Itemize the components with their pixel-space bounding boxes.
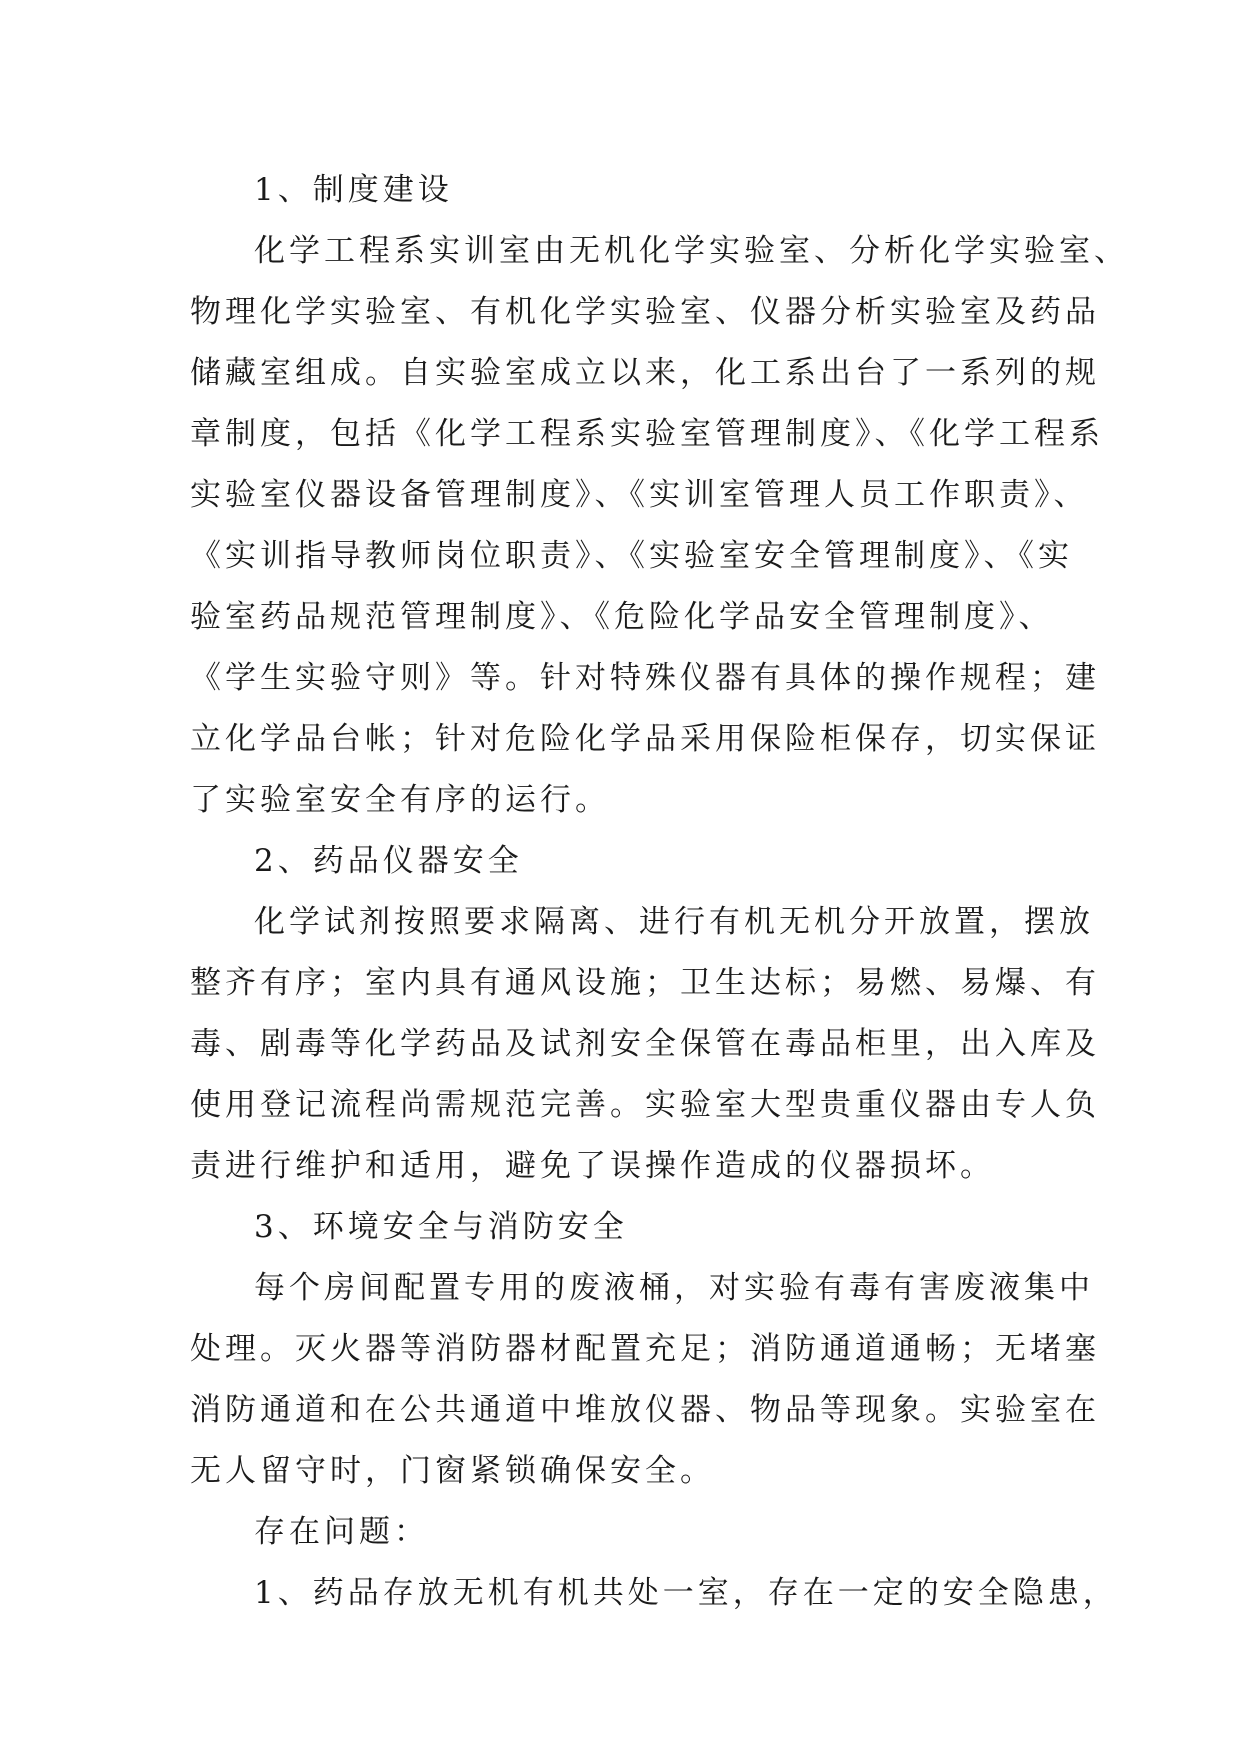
section-heading-system-construction: 1、制度建设 bbox=[254, 172, 453, 208]
paragraph-line: 无人留守时，门窗紧锁确保安全。 bbox=[190, 1453, 715, 1489]
paragraph-line: 责进行维护和适用，避免了误操作造成的仪器损坏。 bbox=[190, 1148, 995, 1184]
paragraph-line: 化学试剂按照要求隔离、进行有机无机分开放置，摆放 bbox=[254, 904, 1094, 940]
paragraph-line: 化学工程系实训室由无机化学实验室、分析化学实验室、 bbox=[254, 233, 1129, 269]
section-heading-existing-problems: 存在问题： bbox=[254, 1514, 429, 1550]
paragraph-line: 1、药品存放无机有机共处一室，存在一定的安全隐患， bbox=[254, 1575, 1118, 1611]
paragraph-line: 毒、剧毒等化学药品及试剂安全保管在毒品柜里，出入库及 bbox=[190, 1026, 1100, 1062]
paragraph-line: 每个房间配置专用的废液桶，对实验有毒有害废液集中 bbox=[254, 1270, 1094, 1306]
paragraph-line: 消防通道和在公共通道中堆放仪器、物品等现象。实验室在 bbox=[190, 1392, 1100, 1428]
document-body bbox=[190, 160, 1129, 1624]
section-heading-chemical-instrument-safety: 2、药品仪器安全 bbox=[254, 843, 523, 879]
paragraph-line: 《实训指导教师岗位职责》、《实验室安全管理制度》、《实 bbox=[190, 538, 1073, 574]
paragraph-line: 实验室仪器设备管理制度》、《实训室管理人员工作职责》、 bbox=[190, 477, 1089, 513]
paragraph-line: 处理。灭火器等消防器材配置充足；消防通道通畅；无堵塞 bbox=[190, 1331, 1100, 1367]
paragraph-line: 章制度，包括《化学工程系实验室管理制度》、《化学工程系 bbox=[190, 416, 1104, 452]
paragraph-line: 立化学品台帐；针对危险化学品采用保险柜保存，切实保证 bbox=[190, 721, 1100, 757]
paragraph-line: 了实验室安全有序的运行。 bbox=[190, 782, 610, 818]
paragraph-line: 物理化学实验室、有机化学实验室、仪器分析实验室及药品 bbox=[190, 294, 1100, 330]
paragraph-line: 验室药品规范管理制度》、《危险化学品安全管理制度》、 bbox=[190, 599, 1054, 635]
paragraph-line: 整齐有序；室内具有通风设施；卫生达标；易燃、易爆、有 bbox=[190, 965, 1100, 1001]
section-heading-environment-fire-safety: 3、环境安全与消防安全 bbox=[254, 1209, 628, 1245]
paragraph-line: 使用登记流程尚需规范完善。实验室大型贵重仪器由专人负 bbox=[190, 1087, 1100, 1123]
paragraph-line: 储藏室组成。自实验室成立以来，化工系出台了一系列的规 bbox=[190, 355, 1100, 391]
paragraph-line: 《学生实验守则》等。针对特殊仪器有具体的操作规程；建 bbox=[190, 660, 1100, 696]
